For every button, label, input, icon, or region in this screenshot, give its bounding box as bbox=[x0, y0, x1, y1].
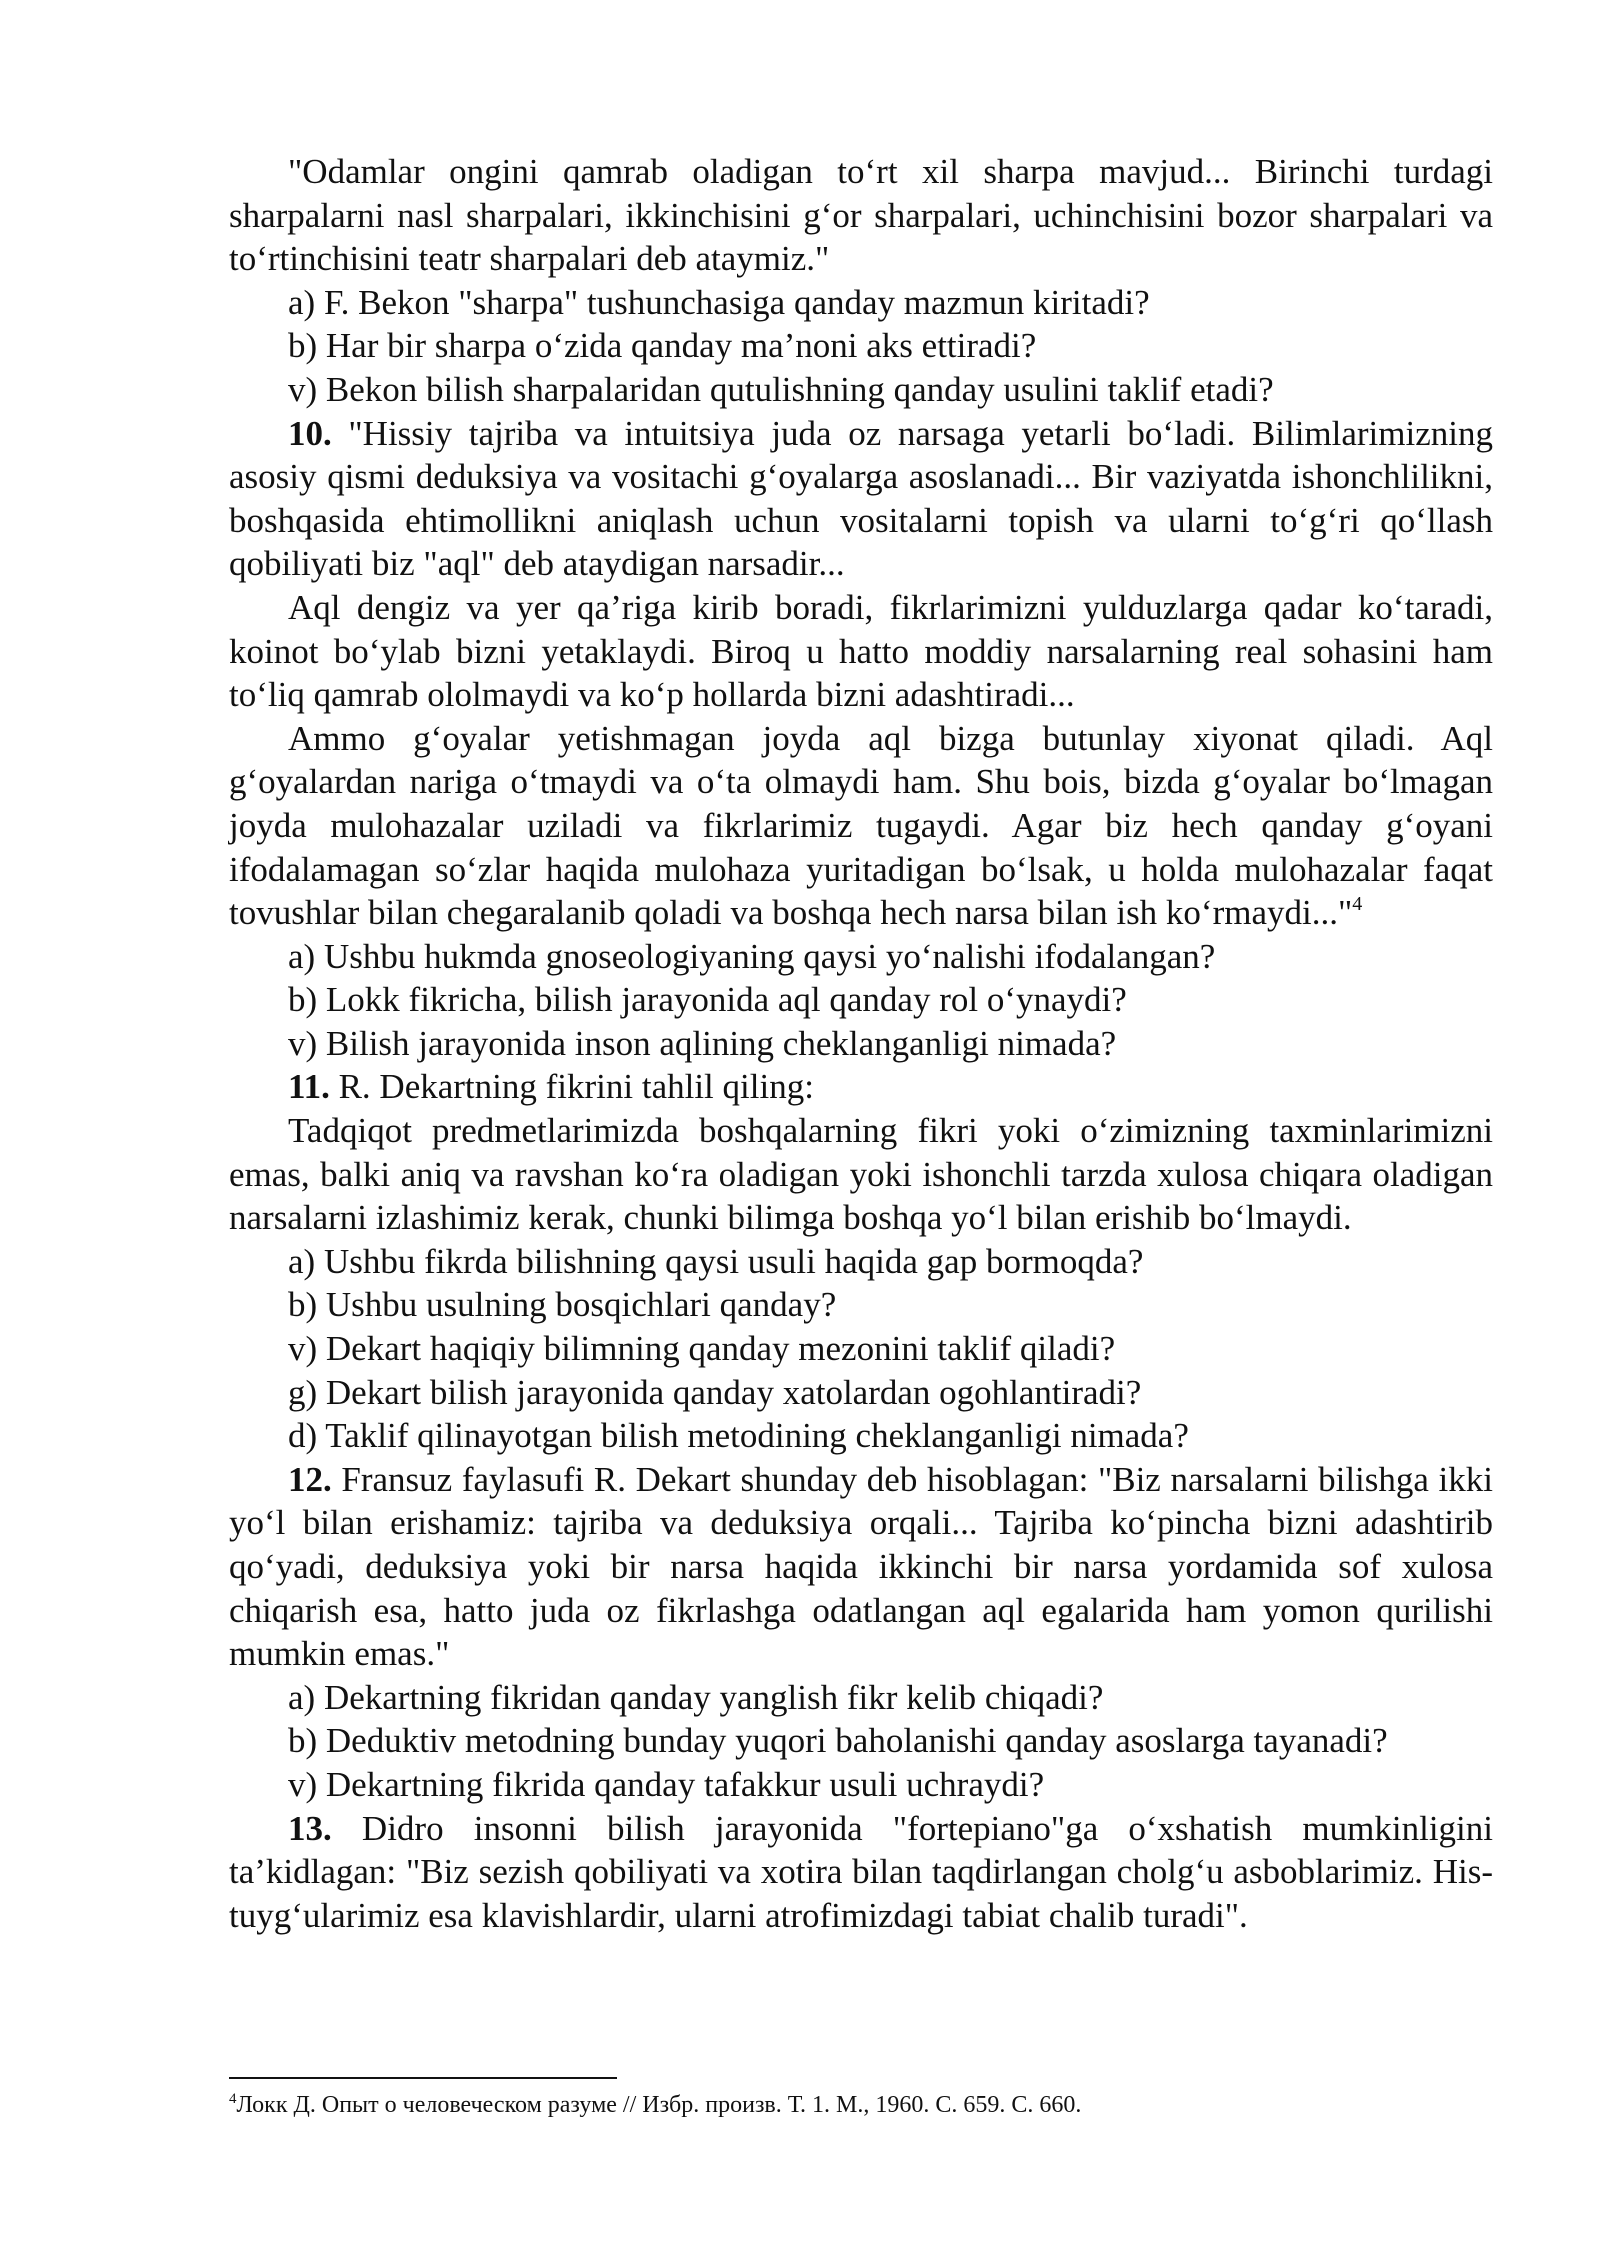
footnote bbox=[229, 2090, 1493, 2120]
paragraph-text: v) Dekart haqiqiy bilimning qanday mezonini taklif qiladi? bbox=[288, 1329, 1116, 1369]
sub-question bbox=[229, 1240, 1493, 1284]
paragraph bbox=[229, 586, 1493, 717]
paragraph-text: b) Ushbu usulning bosqichlari qanday? bbox=[288, 1285, 837, 1325]
sub-question bbox=[229, 1676, 1493, 1720]
sub-question bbox=[229, 1022, 1493, 1066]
paragraph-text: v) Bilish jarayonida inson aqlining cheklanganligi nimada? bbox=[288, 1023, 1117, 1063]
paragraph-text: v) Bekon bilish sharpalaridan qutulishning qanday usulini taklif etadi? bbox=[288, 369, 1274, 409]
sub-question bbox=[229, 1327, 1493, 1371]
paragraph-text: Ammo g‘oyalar yetishmagan joyda aql bizga butunlay xiyonat qiladi. Aql g‘oyalardan nariga o‘tmaydi va o‘ta olmaydi ham. Shu bois, bizda g‘oyalar bo‘lmagan joyda mulohazalar uziladi va fikrlarimiz tugaydi. Agar biz hech qanday g‘oyani ifodalamagan so‘zlar haqida mulohaza yuritadigan bo‘lsak, u holda mulohazalar faqat tovushlar bilan chegaralanib qoladi va boshqa hech narsa bilan ish ko‘rmaydi..." bbox=[229, 718, 1493, 933]
document-body bbox=[229, 150, 1493, 1937]
paragraph-text: a) Dekartning fikridan qanday yanglish fikr kelib chiqadi? bbox=[288, 1677, 1104, 1717]
question-paragraph bbox=[229, 412, 1493, 586]
question-paragraph bbox=[229, 1458, 1493, 1676]
question-number: 11. bbox=[288, 1067, 330, 1107]
sub-question bbox=[229, 281, 1493, 325]
sub-question bbox=[229, 1719, 1493, 1763]
paragraph bbox=[229, 717, 1493, 935]
question-number: 10. bbox=[288, 413, 332, 453]
paragraph-text: "Hissiy tajriba va intuitsiya juda oz narsaga yetarli bo‘ladi. Bilimlarimizning asosiy qismi deduksiya va vositachi g‘oyalarga asoslanadi... Bir vaziyatda ishonchlilikni, boshqasida ehtimollikni aniqlash uchun vositalarni topish va ularni to‘g‘ri qo‘llash qobiliyati biz "aql" deb ataydigan narsadir... bbox=[229, 413, 1493, 584]
paragraph-text: b) Lokk fikricha, bilish jarayonida aql qanday rol o‘ynaydi? bbox=[288, 980, 1127, 1020]
sub-question bbox=[229, 1414, 1493, 1458]
footnote-text: Локк Д. Опыт о человеческом разуме // Избр. произв. Т. 1. М., 1960. С. 659. С. 660. bbox=[236, 2092, 1082, 2118]
paragraph-text: Tadqiqot predmetlarimizda boshqalarning fikri yoki o‘zimizning taxminlarimizni emas, balki aniq va ravshan ko‘ra oladigan yoki ishonchli tarzda xulosa chiqara oladigan narsalarni izlashimiz kerak, chunki bilimga boshqa yo‘l bilan erishib bo‘lmaydi. bbox=[229, 1111, 1493, 1238]
paragraph-text: g) Dekart bilish jarayonida qanday xatolardan ogohlantiradi? bbox=[288, 1372, 1142, 1412]
paragraph-text: "Odamlar ongini qamrab oladigan to‘rt xil sharpa mavjud... Birinchi turdagi sharpalarni nasl sharpalari, ikkinchisini g‘or sharpalari, uchinchisini bozor sharpalari va to‘rtinchisini teatr sharpalari deb ataymiz." bbox=[229, 152, 1493, 279]
paragraph-text: d) Taklif qilinayotgan bilish metodining cheklanganligi nimada? bbox=[288, 1416, 1189, 1456]
paragraph-text: v) Dekartning fikrida qanday tafakkur usuli uchraydi? bbox=[288, 1764, 1045, 1804]
question-number: 12. bbox=[288, 1459, 332, 1499]
sub-question bbox=[229, 935, 1493, 979]
paragraph bbox=[229, 1109, 1493, 1240]
paragraph bbox=[229, 150, 1493, 281]
sub-question bbox=[229, 1283, 1493, 1327]
question-number: 13. bbox=[288, 1808, 332, 1848]
paragraph-text: Aql dengiz va yer qa’riga kirib boradi, fikrlarimizni yulduzlarga qadar ko‘taradi, koinot bo‘ylab bizni yetaklaydi. Biroq u hatto moddiy narsalarning real sohasini ham to‘liq qamrab ololmaydi va ko‘p hollarda bizni adashtiradi... bbox=[229, 587, 1493, 715]
paragraph-text: Fransuz faylasufi R. Dekart shunday deb hisoblagan: "Biz narsalarni bilishga ikki yo‘l bilan erishamiz: tajriba va deduksiya orqali... Tajriba ko‘pincha bizni adashtirib qo‘yadi, deduksiya yoki bir narsa haqida ikkinchi bir narsa yordamida sof xulosa chiqarish esa, hatto juda oz fikrlashga odatlangan aql egalarida ham yomon qurilishi mumkin emas." bbox=[229, 1459, 1494, 1674]
paragraph-text: b) Deduktiv metodning bunday yuqori baholanishi qanday asoslarga tayanadi? bbox=[288, 1721, 1388, 1761]
sub-question bbox=[229, 324, 1493, 368]
paragraph-text: a) F. Bekon "sharpa" tushunchasiga qanday mazmun kiritadi? bbox=[288, 282, 1150, 322]
footnote-mark: 4 bbox=[229, 2091, 237, 2107]
sub-question bbox=[229, 1763, 1493, 1807]
question-paragraph bbox=[229, 1807, 1493, 1938]
footnote-separator bbox=[229, 2077, 617, 2079]
sub-question bbox=[229, 368, 1493, 412]
paragraph-text: b) Har bir sharpa o‘zida qanday ma’noni aks ettiradi? bbox=[288, 326, 1037, 366]
footnote-reference: 4 bbox=[1352, 893, 1363, 916]
paragraph-text: a) Ushbu hukmda gnoseologiyaning qaysi yo‘nalishi ifodalangan? bbox=[288, 936, 1216, 976]
sub-question bbox=[229, 1371, 1493, 1415]
question-paragraph bbox=[229, 1065, 1493, 1109]
sub-question bbox=[229, 978, 1493, 1022]
paragraph-text: R. Dekartning fikrini tahlil qiling: bbox=[338, 1067, 814, 1107]
paragraph-text: a) Ushbu fikrda bilishning qaysi usuli haqida gap bormoqda? bbox=[288, 1241, 1144, 1281]
paragraph-text: Didro insonni bilish jarayonida "fortepiano"ga o‘xshatish mumkinligini ta’kidlagan: "Biz sezish qobiliyati va xotira bilan taqdirlangan cholg‘u asboblarimiz. His-tuyg‘ularimiz esa klavishlardir, ularni atrofimizdagi tabiat chalib turadi". bbox=[229, 1808, 1493, 1935]
